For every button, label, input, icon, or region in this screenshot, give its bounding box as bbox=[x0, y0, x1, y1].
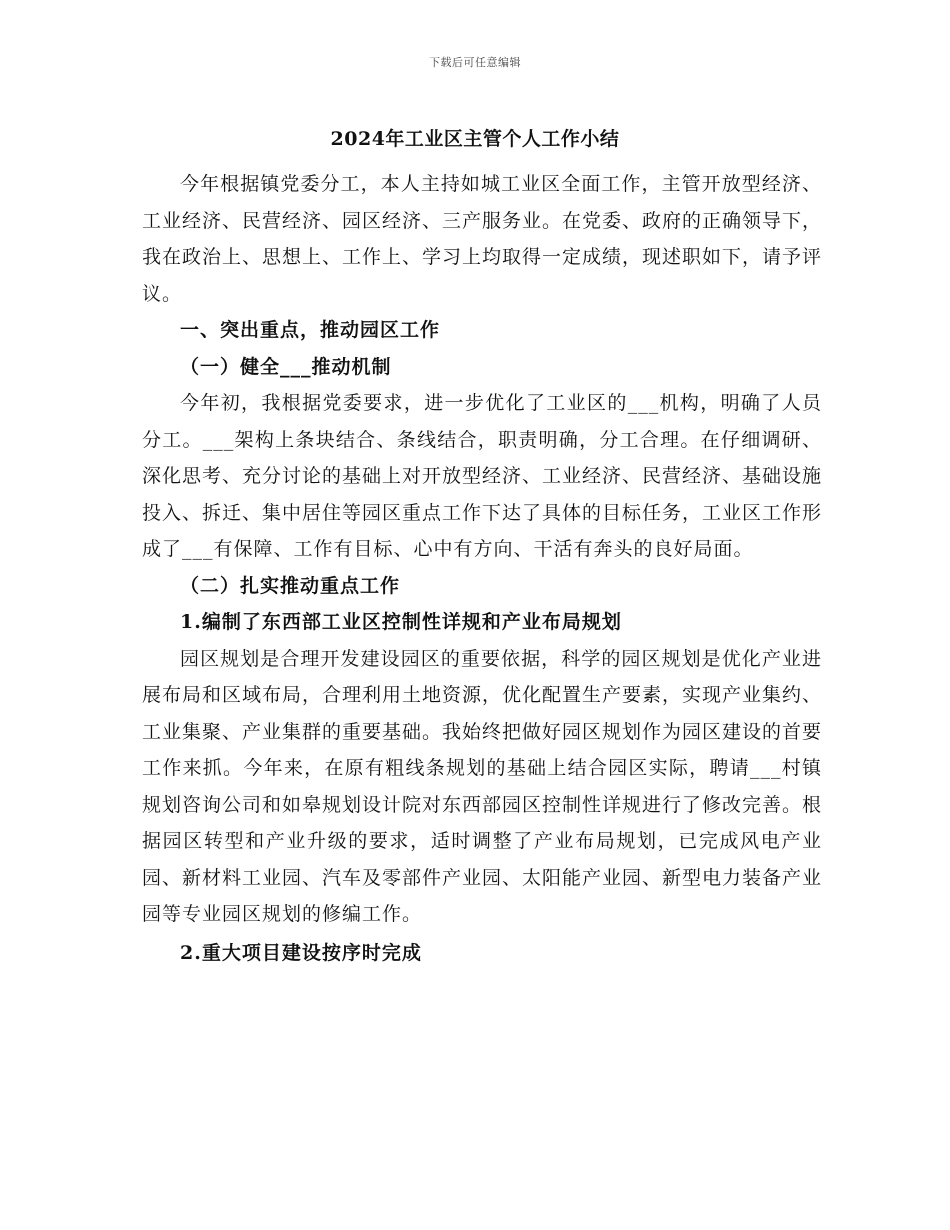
section-heading-1: 一、突出重点，推动园区工作 bbox=[180, 319, 441, 341]
header-note: 下载后可任意编辑 bbox=[429, 56, 521, 69]
item-heading-1: 1.编制了东西部工业区控制性详规和产业布局规划 bbox=[180, 611, 622, 633]
item-heading-2: 2.重大项目建设按序时完成 bbox=[180, 941, 422, 964]
subsection-heading-1: （一）健全___推动机制 bbox=[180, 355, 392, 378]
subsection-heading-2: （二）扎实推动重点工作 bbox=[180, 574, 401, 597]
planning-paragraph: 园区规划是合理开发建设园区的重要依据，科学的园区规划是优化产业进展布局和区域布局，合理利用土地资源，优化配置生产要素，实现产业集约、工业集聚、产业集群的重要基础。我始终把做好园区规划作为园区建设的首要工作来抓。今年来，在原有粗线条规划的基础上结合园区实际，聘请___村镇规划咨询公司和如皋规划设计院对东西部园区控制性详规进行了修改完善。根据园区转型和产业升级的要求，适时调整了产业布局规划，已完成风电产业园、新材料工业园、汽车及零部件产业园、太阳能产业园、新型电力装备产业园等专业园区规划的修编工作。 bbox=[142, 647, 823, 925]
mechanism-paragraph: 今年初，我根据党委要求，进一步优化了工业区的___机构，明确了人员分工。___架构上条块结合、条线结合，职责明确，分工合理。在仔细调研、深化思考、充分讨论的基础上对开放型经济、工业经济、民营经济、基础设施投入、拆迁、集中居住等园区重点工作下达了具体的目标任务，工业区工作形成了___有保障、工作有目标、心中有方向、干活有奔头的良好局面。 bbox=[142, 392, 823, 560]
intro-paragraph: 今年根据镇党委分工，本人主持如城工业区全面工作，主管开放型经济、工业经济、民营经济、园区经济、三产服务业。在党委、政府的正确领导下，我在政治上、思想上、工作上、学习上均取得一定成绩，现述职如下，请予评议。 bbox=[142, 173, 823, 305]
document-body bbox=[142, 166, 822, 971]
document-title: 2024年工业区主管个人工作小结 bbox=[330, 128, 620, 150]
